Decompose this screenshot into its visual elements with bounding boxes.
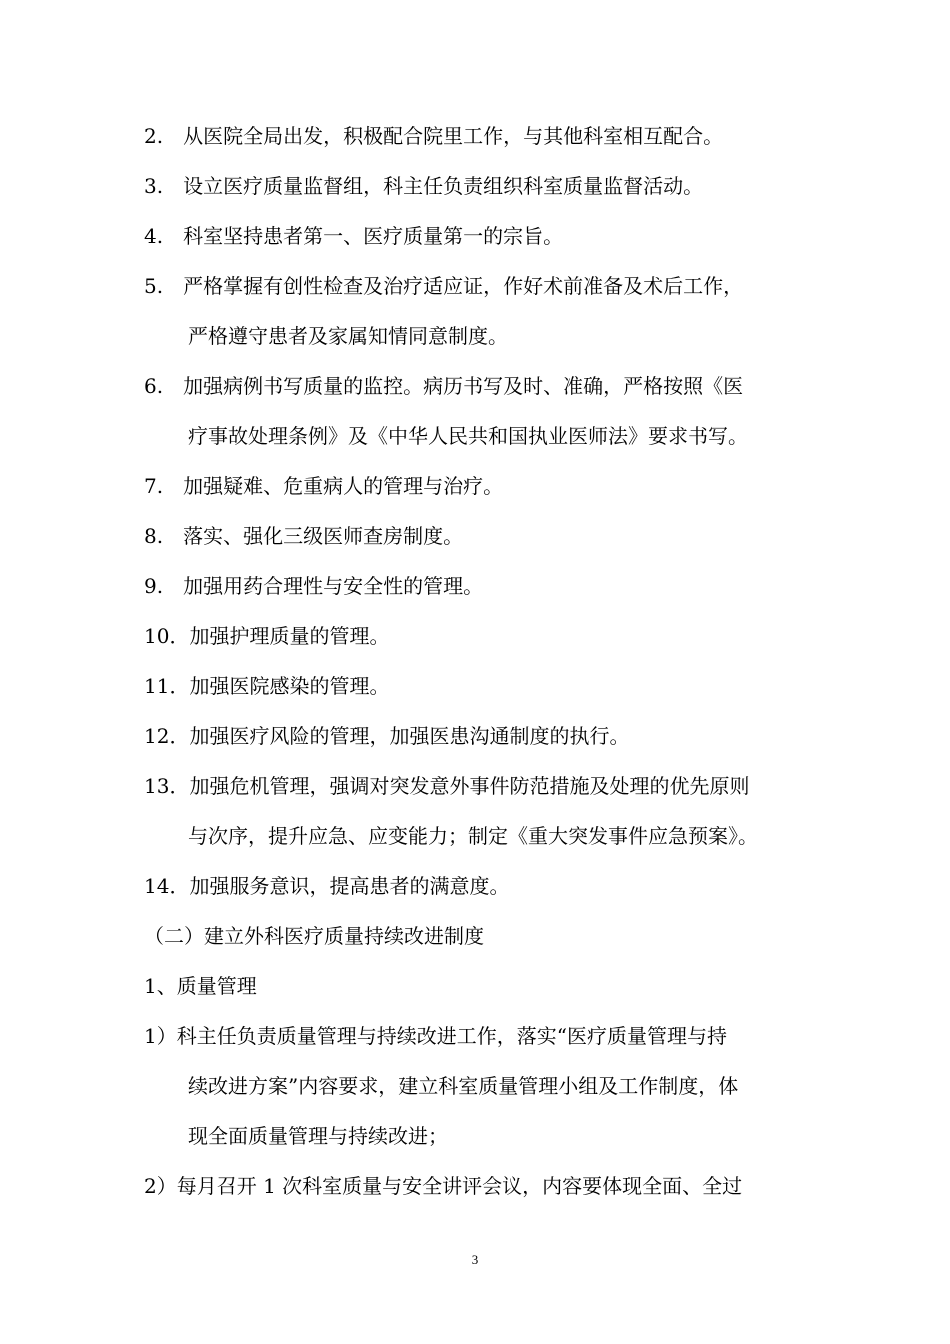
page-number: 3 bbox=[471, 1252, 479, 1267]
list-item-5: 5. 严格掌握有创性检查及治疗适应证，作好术前准备及术后工作， bbox=[144, 274, 744, 298]
list-item-13: 13．加强危机管理，强调对突发意外事件防范措施及处理的优先原则 bbox=[144, 774, 750, 798]
sub-item-1-continuation-2: 现全面质量管理与持续改进； bbox=[188, 1124, 448, 1148]
sub-item-1-continuation-1: 续改进方案”内容要求，建立科室质量管理小组及工作制度，体 bbox=[188, 1074, 739, 1098]
sub-item-1: 1）科主任负责质量管理与持续改进工作，落实“医疗质量管理与持 bbox=[144, 1024, 727, 1048]
sub-item-2: 2）每月召开 1 次科室质量与安全讲评会议，内容要体现全面、全过 bbox=[144, 1174, 743, 1198]
list-item-9: 9. 加强用药合理性与安全性的管理。 bbox=[144, 574, 484, 598]
list-item-10: 10．加强护理质量的管理。 bbox=[144, 624, 390, 648]
list-item-11: 11．加强医院感染的管理。 bbox=[144, 674, 390, 698]
list-item-8: 8. 落实、强化三级医师查房制度。 bbox=[144, 524, 464, 548]
list-item-4: 4. 科室坚持患者第一、医疗质量第一的宗旨。 bbox=[144, 224, 564, 248]
list-item-6: 6. 加强病例书写质量的监控。病历书写及时、准确，严格按照《医 bbox=[144, 374, 744, 398]
list-item-12: 12．加强医疗风险的管理，加强医患沟通制度的执行。 bbox=[144, 724, 630, 748]
list-item-6-continuation: 疗事故处理条例》及《中华人民共和国执业医师法》要求书写。 bbox=[188, 424, 748, 448]
list-item-5-continuation: 严格遵守患者及家属知情同意制度。 bbox=[188, 324, 508, 348]
list-item-3: 3. 设立医疗质量监督组，科主任负责组织科室质量监督活动。 bbox=[144, 174, 704, 198]
list-item-13-continuation: 与次序，提升应急、应变能力；制定《重大突发事件应急预案》。 bbox=[188, 824, 758, 848]
list-item-7: 7. 加强疑难、危重病人的管理与治疗。 bbox=[144, 474, 504, 498]
subsection-heading: 1、质量管理 bbox=[144, 974, 257, 998]
list-item-2: 2. 从医院全局出发，积极配合院里工作，与其他科室相互配合。 bbox=[144, 124, 724, 148]
list-item-14: 14．加强服务意识，提高患者的满意度。 bbox=[144, 874, 510, 898]
section-heading: （二）建立外科医疗质量持续改进制度 bbox=[144, 924, 484, 948]
